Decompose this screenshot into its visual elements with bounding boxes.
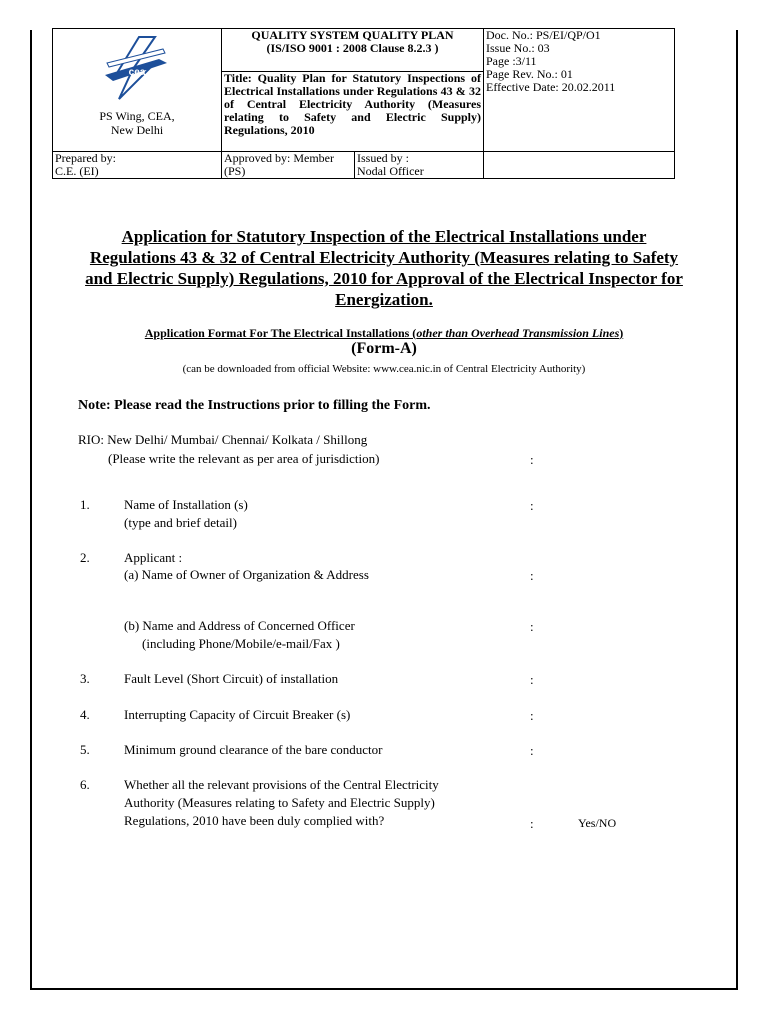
approved-label: Approved by: Member	[224, 151, 334, 165]
form-label: (Form-A)	[351, 340, 417, 357]
issue-no: Issue No.: 03	[486, 41, 550, 55]
item-3-colon: :	[530, 672, 534, 687]
page-number: Page :3/11	[486, 54, 537, 68]
item-2b-colon: :	[530, 619, 534, 634]
quality-plan-heading	[222, 29, 484, 72]
logo-text: cea	[128, 67, 146, 78]
prepared-by	[53, 152, 222, 179]
rio-colon: :	[530, 452, 534, 467]
org-line-2: New Delhi	[110, 123, 164, 137]
qs-line-2: (IS/ISO 9001 : 2008 Clause 8.2.3 )	[266, 41, 439, 55]
download-note: (can be downloaded from official Website: www.cea.nic.in of Central Electricity Authority)	[182, 363, 586, 375]
rio-line-1: RIO: New Delhi/ Mumbai/ Chennai/ Kolkata / Shillong	[78, 432, 368, 447]
item-5-number: 5.	[80, 742, 90, 757]
issued-by	[355, 152, 484, 179]
item-1-label: Name of Installation (s)	[124, 497, 248, 512]
item-5-label: Minimum ground clearance of the bare conductor	[124, 742, 383, 757]
application-title: Application for Statutory Inspection of the Electrical Installations under Regulations 43 & 32 of Central Electricity Authority (Measures relating to Safety and Electric Supply) Regulations, 2010 for Approval of the Electrical Inspector for Energization.	[85, 227, 683, 309]
cea-logo	[55, 35, 219, 103]
item-6-label-line-1: Whether all the relevant provisions of the Central Electricity	[124, 777, 439, 792]
item-1-number: 1.	[80, 497, 90, 512]
prepared-label: Prepared by:	[55, 151, 116, 165]
rio-line-2: (Please write the relevant as per area of jurisdiction)	[108, 451, 380, 466]
item-5-colon: :	[530, 743, 534, 758]
approved-by	[222, 152, 355, 179]
item-6-number: 6.	[80, 777, 90, 792]
item-2-number: 2.	[80, 550, 90, 565]
item-2a-label: (a) Name of Owner of Organization & Address	[124, 567, 369, 582]
prepared-value: C.E. (EI)	[55, 164, 99, 178]
item-4-label: Interrupting Capacity of Circuit Breaker (s)	[124, 707, 351, 722]
item-2b-sublabel: (including Phone/Mobile/e-mail/Fax )	[142, 636, 340, 651]
item-2b-label: (b) Name and Address of Concerned Officer	[124, 618, 355, 633]
item-2a-colon: :	[530, 568, 534, 583]
item-6-label-line-2: Authority (Measures relating to Safety and Electric Supply)	[124, 795, 435, 810]
doc-no: Doc. No.: PS/EI/QP/O1	[486, 28, 601, 42]
issued-value: Nodal Officer	[357, 164, 424, 178]
plan-title: Title: Quality Plan for Statutory Inspections of Electrical Installations under Regulations 43 & 32 of Central Electricity Authority (Measures relating to Safety and Electric Supply) Regulations, 2010	[222, 71, 484, 151]
item-6-colon: :	[530, 816, 534, 831]
approved-value: (PS)	[224, 164, 246, 178]
item-4-colon: :	[530, 708, 534, 723]
subtitle-text: Application Format For The Electrical Installations (	[144, 326, 417, 340]
item-3-label: Fault Level (Short Circuit) of installation	[124, 671, 339, 686]
application-format-subtitle	[80, 326, 688, 341]
item-2-label: Applicant :	[124, 550, 183, 565]
document-info	[484, 29, 675, 152]
empty-cell	[484, 152, 675, 179]
logo-cell	[53, 29, 222, 152]
page-rev: Page Rev. No.: 01	[486, 67, 573, 81]
item-1-colon: :	[530, 498, 534, 513]
effective-date: Effective Date: 20.02.2011	[486, 80, 616, 94]
item-6-label-line-3: Regulations, 2010 have been duly complied with?	[124, 813, 385, 828]
instructions-note: Note: Please read the Instructions prior to filling the Form.	[78, 398, 431, 413]
item-3-number: 3.	[80, 671, 90, 686]
item-1-sublabel: (type and brief detail)	[124, 515, 237, 530]
org-name	[55, 109, 219, 137]
item-4-number: 4.	[80, 707, 90, 722]
subtitle-italic: other than Overhead Transmission Lines	[416, 326, 620, 340]
document-header-table	[52, 28, 675, 179]
subtitle-end: )	[619, 326, 624, 340]
item-6-answer: Yes/NO	[578, 816, 617, 830]
issued-label: Issued by :	[357, 151, 409, 165]
qs-line-1: QUALITY SYSTEM QUALITY PLAN	[251, 28, 454, 42]
org-line-1: PS Wing, CEA,	[99, 109, 175, 123]
